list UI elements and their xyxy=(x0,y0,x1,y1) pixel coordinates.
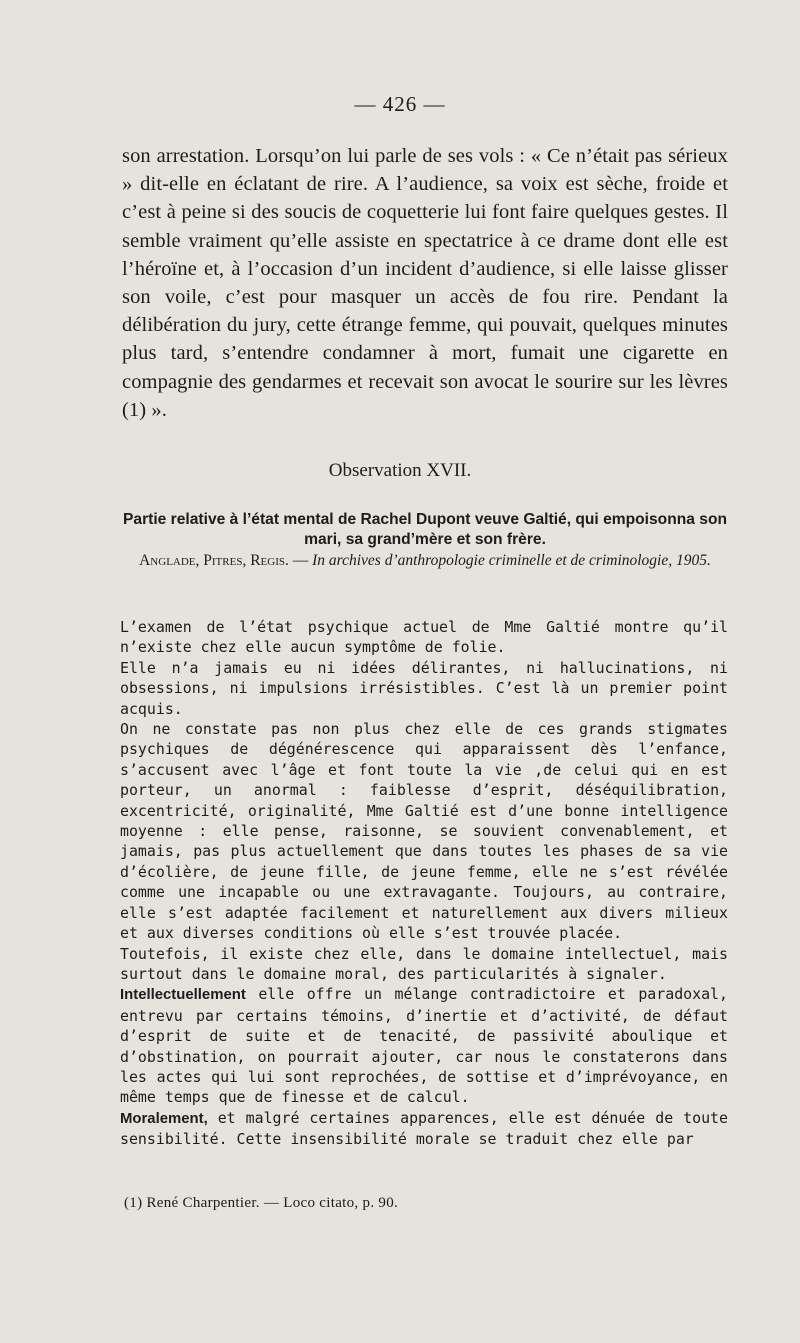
citation-authors: Anglade, Pitres, Regis. xyxy=(139,552,289,569)
observation-paragraph: Elle n’a jamais eu ni idées délirantes, ni hallucinations, ni obsessions, ni impulsions irrésistibles. C’est là un premier point acquis. xyxy=(120,658,728,718)
citation-work: In archives d’anthropologie criminelle et de criminologie, 1905. xyxy=(312,552,711,569)
observation-citation xyxy=(112,552,738,570)
intellect-paragraph xyxy=(120,984,728,1107)
footnote: (1) René Charpentier. — Loco citato, p. 90. xyxy=(124,1195,399,1211)
moral-lead: Moralement, xyxy=(120,1110,208,1127)
citation-separator: — xyxy=(288,552,313,569)
observation-title: Observation XVII. xyxy=(328,460,472,481)
moral-paragraph xyxy=(120,1108,728,1150)
observation-paragraph: Toutefois, il existe chez elle, dans le domaine intellectuel, mais surtout dans le domaine moral, des particularités à signaler. xyxy=(120,944,728,983)
page-number: — 426 — xyxy=(354,92,446,116)
observation-heading: Partie relative à l’état mental de Rachel Dupont veuve Galtié, qui empoisonna son mari, sa grand’mère et son frère. xyxy=(123,511,727,548)
observation-body xyxy=(120,617,728,1150)
intellect-lead: Intellectuellement xyxy=(120,987,246,1004)
main-paragraph: son arrestation. Lorsqu’on lui parle de ses vols : « Ce n’était pas sérieux » dit-elle en éclatant de rire. A l’audience, sa voix est sèche, froide et c’est à peine si des soucis de coquetterie lui font faire quelques gestes. Il semble vraiment qu’elle assiste en spectatrice à ce drame dont elle est l’héroïne et, à l’occasion d’un incident d’audience, si elle laisse glisser son voile, c’est pour masquer un accès de fou rire. Pendant la délibération du jury, cette étrange femme, qui pouvait, quelques minutes plus tard, s’entendre condamner à mort, fumait une cigarette en compagnie des gendarmes et recevait son avocat le sourire sur les lèvres (1) ». xyxy=(122,145,728,421)
moral-text: et malgré certaines apparences, elle est dénuée de toute sensibilité. Cette insensibilité morale se traduit chez elle par xyxy=(120,1108,728,1149)
observation-paragraph: L’examen de l’état psychique actuel de Mme Galtié montre qu’il n’existe chez elle aucun symptôme de folie. xyxy=(120,618,728,657)
observation-paragraph: On ne constate pas non plus chez elle de ces grands stigmates psychiques de dégénérescence qui apparaissent dès l’enfance, s’accusent avec l’âge et font toute la vie ,de celui qui en est porteur, un anormal : faiblesse d’esprit, déséquilibration, excentricité, originalité, Mme Galtié est d’une bonne intelligence moyenne : elle pense, raisonne, se souvient convenablement, et jamais, pas plus actuellement que dans toutes les phases de sa vie d’écolière, de jeune fille, de jeune femme, elle ne s’est révélée comme une incapable ou une extravagante. Toujours, au contraire, elle s’est adaptée facilement et naturellement aux divers milieux et aux diverses conditions où elle s’est trouvée placée. xyxy=(120,720,728,943)
main-text xyxy=(122,142,728,424)
intellect-text: elle offre un mélange contradictoire et paradoxal, entrevu par certains témoins, d’inertie et d’activité, de défaut d’esprit de suite et de tenacité, de passivité aboulique et d’obstination, on pourrait ajouter, car nous le constaterons dans les actes qui lui sont reprochées, de sottise et d’imprévoyance, en même temps que de finesse et de calcul. xyxy=(120,985,728,1107)
